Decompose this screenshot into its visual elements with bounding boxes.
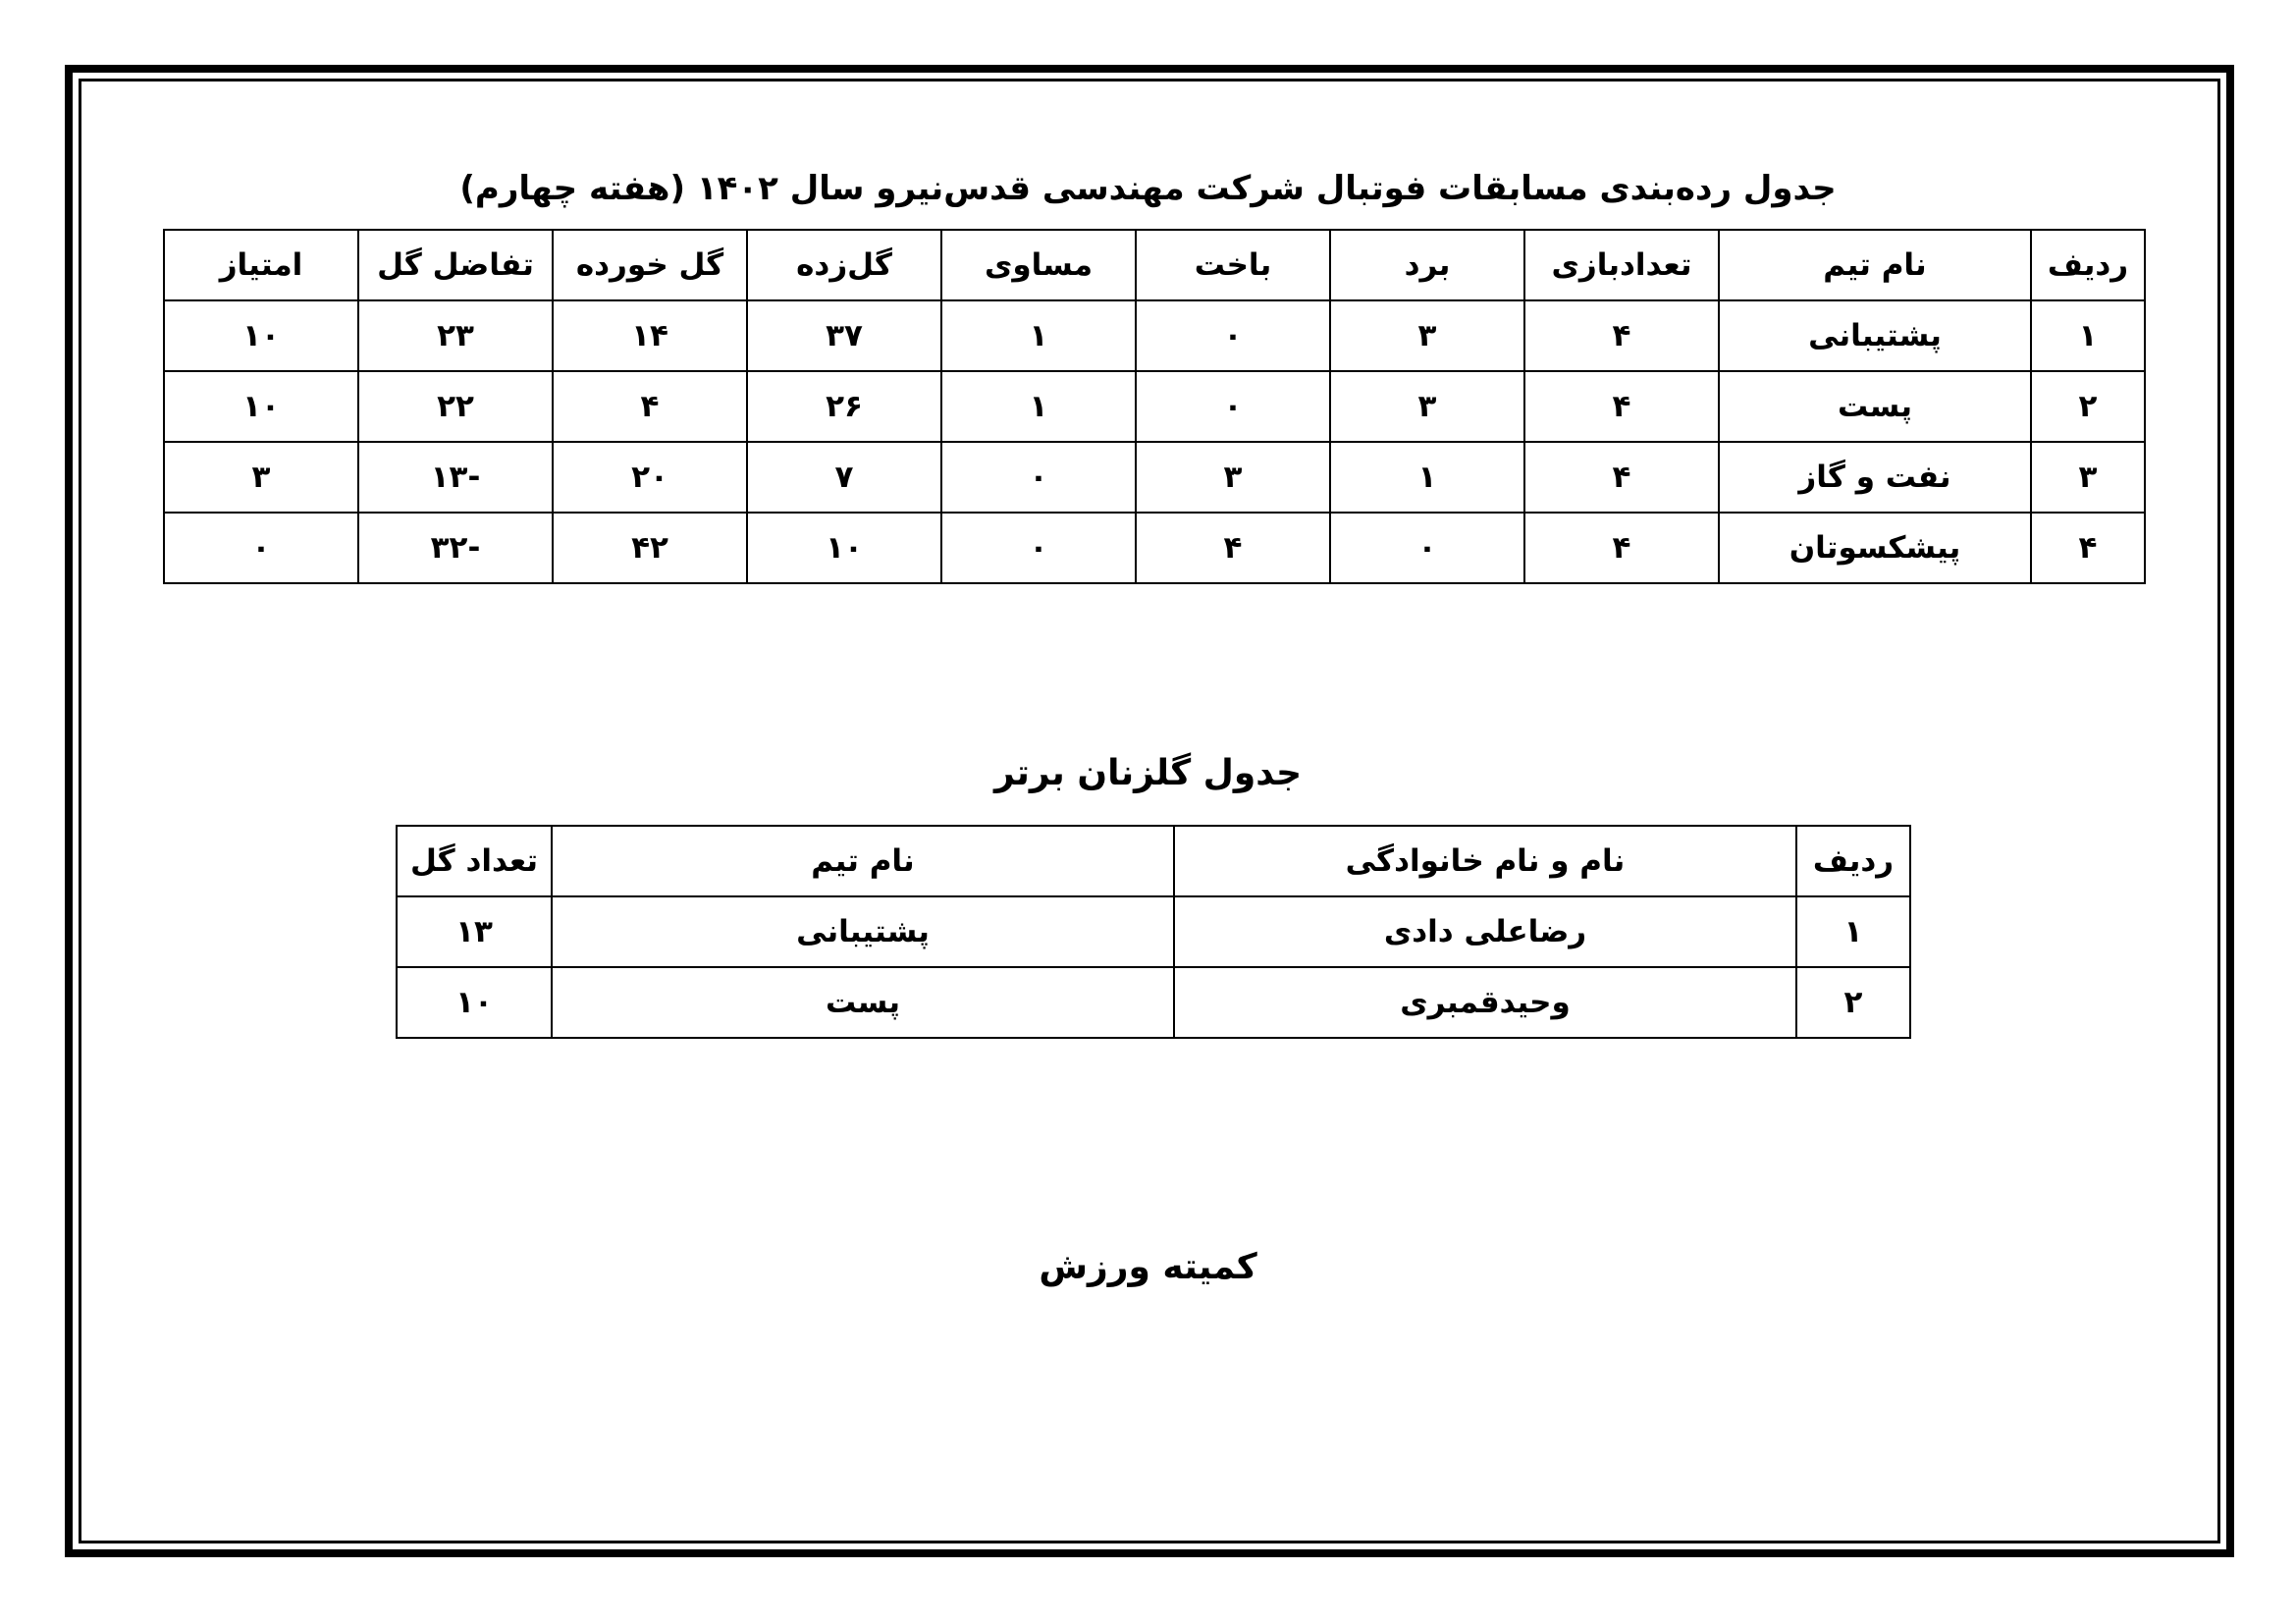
table-row (164, 442, 2145, 513)
table-row (164, 371, 2145, 442)
table-cell: ۱۰ (164, 371, 358, 442)
table-cell: ۱۰ (164, 300, 358, 371)
table-cell: -۱۳ (358, 442, 553, 513)
table-cell: ۰ (164, 513, 358, 583)
header-cell: نام تیم (1719, 230, 2031, 300)
header-cell: تفاضل گل (358, 230, 553, 300)
header-cell: امتیاز (164, 230, 358, 300)
table-cell: ۳ (1330, 371, 1524, 442)
table-cell: ۱ (941, 300, 1136, 371)
header-cell: تعداد گل (397, 826, 552, 896)
header-cell: برد (1330, 230, 1524, 300)
table-cell: ۳ (2031, 442, 2145, 513)
table-cell: ۲۶ (747, 371, 941, 442)
signature: کمیته ورزش (1039, 1247, 1257, 1287)
table-row (397, 896, 1910, 967)
table-cell: ۴ (1524, 442, 1719, 513)
table-cell: ۴ (1136, 513, 1330, 583)
table-cell: پست (1719, 371, 2031, 442)
table-cell: ۱ (1330, 442, 1524, 513)
scorers-header-row (397, 826, 1910, 896)
table-cell: وحیدقمبری (1174, 967, 1796, 1038)
table-cell: ۴ (553, 371, 747, 442)
table-row (164, 300, 2145, 371)
header-cell: تعدادبازی (1524, 230, 1719, 300)
table-cell: ۲۲ (358, 371, 553, 442)
table-cell: رضاعلی دادی (1174, 896, 1796, 967)
table-cell: ۴ (2031, 513, 2145, 583)
header-cell: گل خورده (553, 230, 747, 300)
table-cell: نفت و گاز (1719, 442, 2031, 513)
table-cell: ۰ (1136, 300, 1330, 371)
table-cell: ۲۰ (553, 442, 747, 513)
table-cell: ۰ (1136, 371, 1330, 442)
table-cell: ۲ (2031, 371, 2145, 442)
table-cell: ۴ (1524, 371, 1719, 442)
table-cell: ۱ (1796, 896, 1910, 967)
table-cell: ۱۳ (397, 896, 552, 967)
table-cell: ۱۰ (747, 513, 941, 583)
table-cell: پیشکسوتان (1719, 513, 2031, 583)
table-cell: ۱۰ (397, 967, 552, 1038)
header-cell: گل‌زده (747, 230, 941, 300)
table-cell: پشتیبانی (552, 896, 1174, 967)
table-cell: -۳۲ (358, 513, 553, 583)
table-cell: ۲۳ (358, 300, 553, 371)
table-cell: ۱ (941, 371, 1136, 442)
table-cell: ۰ (941, 442, 1136, 513)
standings-table (163, 229, 2146, 584)
table-cell: ۱۴ (553, 300, 747, 371)
scorers-title: جدول گلزنان برتر (993, 753, 1303, 793)
table-cell: ۴ (1524, 513, 1719, 583)
table-cell: پست (552, 967, 1174, 1038)
table-cell: ۷ (747, 442, 941, 513)
standings-title: جدول رده‌بندی مسابقات فوتبال شرکت مهندسی قدس‌نیرو سال ۱۴۰۲ (هفته چهارم) (459, 169, 1837, 208)
header-cell: ردیف (2031, 230, 2145, 300)
table-cell: ۱ (2031, 300, 2145, 371)
header-cell: باخت (1136, 230, 1330, 300)
header-cell: مساوی (941, 230, 1136, 300)
table-cell: ۴ (1524, 300, 1719, 371)
header-cell: ردیف (1796, 826, 1910, 896)
table-cell: ۰ (1330, 513, 1524, 583)
table-cell: ۰ (941, 513, 1136, 583)
table-row (164, 513, 2145, 583)
table-cell: ۴۲ (553, 513, 747, 583)
table-cell: ۳ (1330, 300, 1524, 371)
table-cell: ۳۷ (747, 300, 941, 371)
header-cell: نام و نام خانوادگی (1174, 826, 1796, 896)
table-cell: ۳ (1136, 442, 1330, 513)
header-cell: نام تیم (552, 826, 1174, 896)
table-cell: پشتیبانی (1719, 300, 2031, 371)
standings-header-row (164, 230, 2145, 300)
table-cell: ۳ (164, 442, 358, 513)
table-row (397, 967, 1910, 1038)
table-cell: ۲ (1796, 967, 1910, 1038)
scorers-table (396, 825, 1911, 1039)
